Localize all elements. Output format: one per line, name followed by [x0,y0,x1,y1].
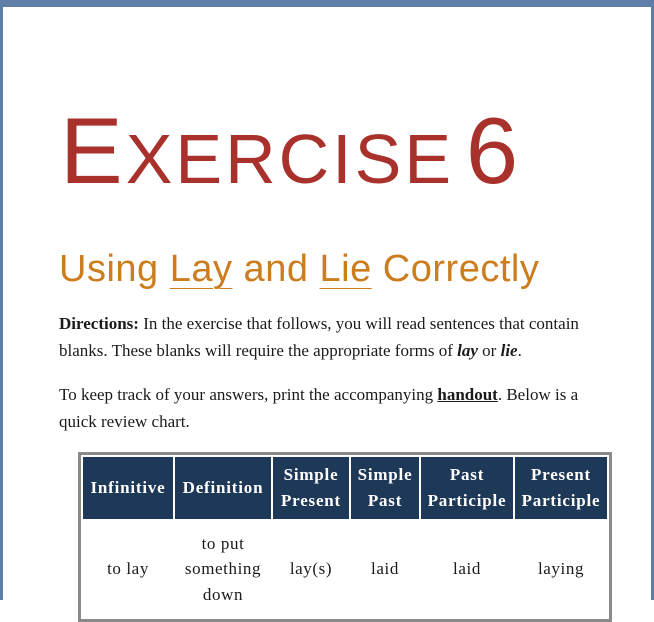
handout-link[interactable]: handout [437,385,498,404]
directions-lie: lie [500,340,518,360]
cell-infinitive: to lay [107,559,149,579]
title-initial: E [60,98,126,203]
instructions-paragraph [59,382,599,435]
cell-simple-present: lay(s) [289,559,333,579]
title-number: 6 [465,98,522,203]
directions-text: In the exercise that follows, you will read sentences that contain blanks. These blanks will require the appropriate forms of [59,314,579,360]
directions-label: Directions: [59,314,139,333]
cell-present-participle: laying [537,559,585,579]
review-chart [78,452,612,622]
table-header-row [83,457,607,519]
page-subtitle [59,248,539,291]
subtitle-text-2: and [232,248,320,290]
directions-paragraph [59,311,599,364]
header-simple-past: Simple Past [351,457,419,519]
header-definition: Definition [175,457,271,519]
window-top-border [0,0,654,7]
instructions-text-1: To keep track of your answers, print the accompanying [59,385,438,404]
subtitle-word-lie: Lie [319,248,372,290]
cell-simple-past: laid [371,559,399,579]
instructions-text-2: . Below is a quick review chart. [59,385,579,431]
directions-or: or [477,340,501,360]
header-infinitive: Infinitive [83,457,173,519]
cell-definition: to put something down [184,533,262,604]
directions-end: . [517,340,522,360]
subtitle-text-3: Correctly [371,248,540,290]
table-row [83,521,607,617]
subtitle-word-lay: Lay [169,248,233,290]
header-simple-present: Simple Present [273,457,349,519]
title-rest: XERCISE [125,120,455,198]
header-present-participle: Present Participle [515,457,607,519]
header-past-participle: Past Participle [421,457,513,519]
review-table [81,455,609,619]
cell-past-participle: laid [453,559,481,579]
page-title [60,98,522,203]
directions-lay: lay [457,340,478,360]
subtitle-text-1: Using [59,248,170,290]
